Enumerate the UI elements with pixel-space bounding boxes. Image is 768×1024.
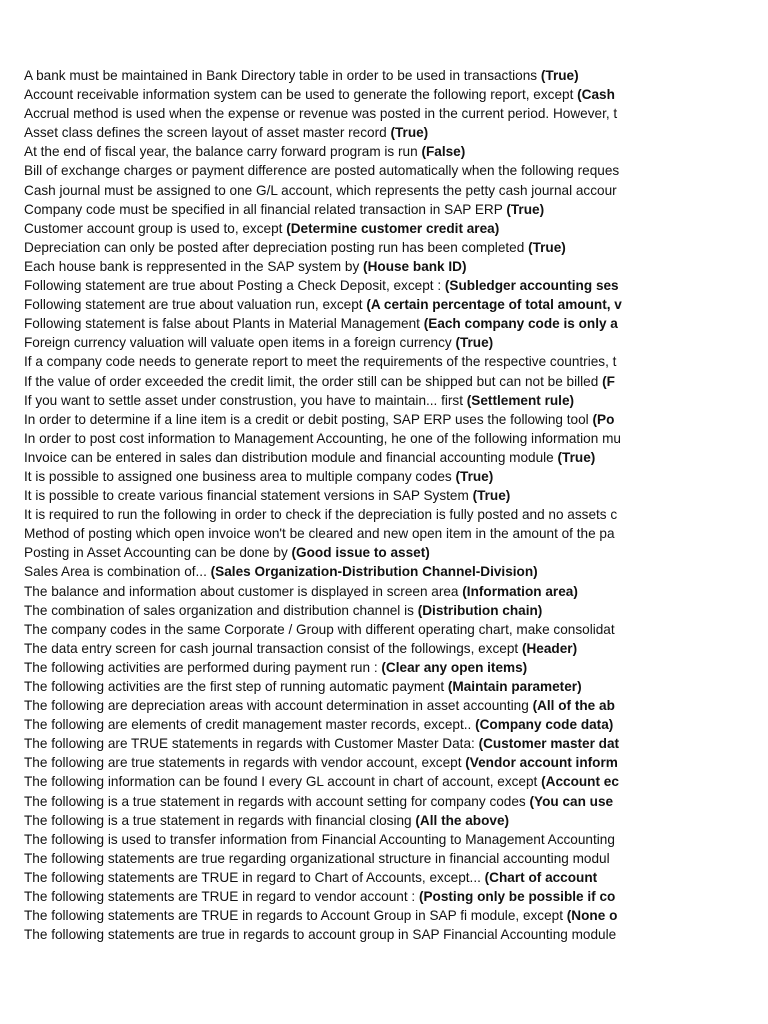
question-text: The following statements are TRUE in regard to Chart of Accounts, except...: [24, 869, 485, 885]
answer-text: (Sales Organization-Distribution Channel-Division): [210, 564, 538, 580]
answer-text: (Distribution chain): [417, 602, 543, 618]
answer-text: (Each company code is only a: [423, 316, 618, 332]
question-text: Asset class defines the screen layout of asset master record: [24, 125, 391, 141]
list-item: [24, 448, 698, 467]
list-item: [24, 200, 698, 219]
list-item: [24, 582, 698, 601]
answer-text: (Cash: [577, 87, 615, 103]
question-text: The following statements are true regarding organizational structure in financial accounting modul: [24, 850, 610, 866]
answer-text: (House bank ID): [363, 258, 467, 274]
question-text: The company codes in the same Corporate / Group with different operating chart, make consolidat: [24, 621, 615, 637]
list-item: [24, 314, 698, 333]
answer-text: (Determine customer credit area): [286, 220, 500, 236]
answer-text: (True): [528, 239, 566, 255]
question-text: It is required to run the following in order to check if the depreciation is fully posted and no assets c: [24, 507, 618, 523]
question-text: The following is a true statement in regards with account setting for company codes: [24, 793, 530, 809]
list-item: [24, 639, 698, 658]
answer-text: (F: [602, 373, 615, 389]
question-text: At the end of fiscal year, the balance carry forward program is run: [24, 144, 422, 160]
list-item: [24, 543, 698, 562]
list-item: [24, 601, 698, 620]
list-item: [24, 257, 698, 276]
answer-text: (False): [421, 144, 466, 160]
list-item: [24, 715, 698, 734]
answer-text: (True): [390, 125, 429, 141]
list-item: [24, 887, 698, 906]
answer-text: (True): [472, 488, 511, 504]
list-item: [24, 276, 698, 295]
answer-text: (True): [506, 201, 545, 217]
question-text: Customer account group is used to, except: [24, 220, 287, 236]
question-text: Method of posting which open invoice won't be cleared and new open item in the amount of the pa: [24, 526, 615, 542]
question-text: Company code must be specified in all financial related transaction in SAP ERP: [24, 201, 507, 217]
answer-text: (True): [455, 335, 494, 351]
document-page: [24, 66, 698, 944]
question-text: The following are TRUE statements in regards with Customer Master Data:: [24, 736, 479, 752]
question-text: The following information can be found I every GL account in chart of account, except: [24, 774, 542, 790]
answer-text: (Clear any open items): [381, 659, 528, 675]
list-item: [24, 161, 698, 180]
question-text: The following are true statements in regards with vendor account, except: [24, 755, 466, 771]
list-item: [24, 753, 698, 772]
question-text: The following is a true statement in regards with financial closing: [24, 812, 416, 828]
answer-text: (Po: [592, 411, 615, 427]
list-item: [24, 372, 698, 391]
question-text: It is possible to assigned one business area to multiple company codes: [24, 468, 456, 484]
answer-text: (Posting only be possible if co: [418, 889, 616, 905]
question-text: Each house bank is reppresented in the SAP system by: [24, 258, 364, 274]
question-text: In order to post cost information to Management Accounting, he one of the following information mu: [24, 430, 621, 446]
list-item: [24, 696, 698, 715]
list-item: [24, 505, 698, 524]
question-text: Invoice can be entered in sales dan distribution module and financial accounting module: [24, 449, 558, 465]
answer-text: (Company code data): [475, 717, 614, 733]
question-text: The data entry screen for cash journal transaction consist of the followings, except: [24, 640, 522, 656]
answer-text: (Customer master dat: [478, 736, 620, 752]
question-text: The following statements are true in regards to account group in SAP Financial Accounting module: [24, 927, 617, 943]
answer-text: (Chart of account: [484, 869, 598, 885]
question-text: Following statement are true about Posting a Check Deposit, except :: [24, 278, 445, 294]
list-item: [24, 410, 698, 429]
list-item: [24, 333, 698, 352]
answer-text: (Subledger accounting ses: [444, 278, 619, 294]
question-text: The balance and information about customer is displayed in screen area: [24, 583, 463, 599]
answer-text: (Header): [521, 640, 578, 656]
list-item: [24, 295, 698, 314]
question-text: The following activities are performed during payment run :: [24, 659, 382, 675]
question-text: The following statements are TRUE in regard to vendor account :: [24, 889, 419, 905]
list-item: [24, 677, 698, 696]
question-text: It is possible to create various financial statement versions in SAP System: [24, 488, 473, 504]
answer-text: (None o: [566, 908, 618, 924]
list-item: [24, 123, 698, 142]
question-text: The combination of sales organization and distribution channel is: [24, 602, 418, 618]
list-item: [24, 486, 698, 505]
answer-text: (Good issue to asset): [291, 545, 430, 561]
answer-text: (True): [455, 468, 494, 484]
list-item: [24, 811, 698, 830]
question-text: Cash journal must be assigned to one G/L account, which represents the petty cash journal accour: [24, 182, 617, 198]
question-text: Depreciation can only be posted after depreciation posting run has been completed: [24, 239, 529, 255]
answer-text: (Account ec: [541, 774, 619, 790]
question-text: If the value of order exceeded the credit limit, the order still can be shipped but can not be billed: [24, 373, 603, 389]
question-text: The following is used to transfer information from Financial Accounting to Management Accounting: [24, 831, 615, 847]
question-text: The following are depreciation areas with account determination in asset accounting: [24, 698, 533, 714]
question-text: The following activities are the first step of running automatic payment: [24, 679, 448, 694]
answer-text: (A certain percentage of total amount, v: [366, 297, 622, 313]
answer-text: (All of the ab: [532, 698, 615, 714]
list-item: [24, 391, 698, 410]
list-item: [24, 104, 698, 123]
question-text: A bank must be maintained in Bank Directory table in order to be used in transactions: [24, 68, 541, 83]
answer-text: (Settlement rule): [466, 392, 575, 408]
list-item: [24, 772, 698, 791]
list-item: [24, 906, 698, 925]
list-item: [24, 620, 698, 639]
list-item: [24, 792, 698, 811]
list-item: [24, 658, 698, 677]
list-item: [24, 429, 698, 448]
question-text: If you want to settle asset under construstion, you have to maintain... first: [24, 392, 467, 408]
list-item: [24, 734, 698, 753]
list-item: [24, 219, 698, 238]
question-text: Account receivable information system can be used to generate the following report, except: [24, 87, 578, 103]
answer-text: (Vendor account inform: [465, 755, 618, 771]
list-item: [24, 181, 698, 200]
question-text: Sales Area is combination of...: [24, 564, 211, 580]
list-item: [24, 85, 698, 104]
answer-text: (Information area): [462, 583, 578, 599]
question-text: Foreign currency valuation will valuate open items in a foreign currency: [24, 335, 456, 351]
answer-text: (True): [540, 68, 579, 83]
question-text: Following statement is false about Plants in Material Management: [24, 316, 424, 332]
list-item: [24, 352, 698, 371]
question-text: The following statements are TRUE in regards to Account Group in SAP fi module, except: [24, 908, 567, 924]
list-item: [24, 830, 698, 849]
question-text: Posting in Asset Accounting can be done by: [24, 545, 292, 561]
answer-text: (Maintain parameter): [447, 679, 582, 694]
answer-text: (True): [557, 449, 596, 465]
list-item: [24, 238, 698, 257]
question-text: In order to determine if a line item is a credit or debit posting, SAP ERP uses the following tool: [24, 411, 593, 427]
list-item: [24, 142, 698, 161]
list-item: [24, 66, 698, 85]
list-item: [24, 524, 698, 543]
answer-text: (All the above): [415, 812, 510, 828]
list-item: [24, 467, 698, 486]
list-item: [24, 562, 698, 581]
question-text: Bill of exchange charges or payment difference are posted automatically when the following reques: [24, 163, 620, 179]
question-text: Accrual method is used when the expense or revenue was posted in the current period. However, t: [24, 106, 618, 122]
question-text: The following are elements of credit management master records, except..: [24, 717, 476, 733]
list-item: [24, 849, 698, 868]
answer-text: (You can use: [529, 793, 614, 809]
list-item: [24, 868, 698, 887]
question-text: Following statement are true about valuation run, except: [24, 297, 367, 313]
list-item: [24, 925, 698, 944]
question-text: If a company code needs to generate report to meet the requirements of the respective countries, t: [24, 354, 617, 370]
